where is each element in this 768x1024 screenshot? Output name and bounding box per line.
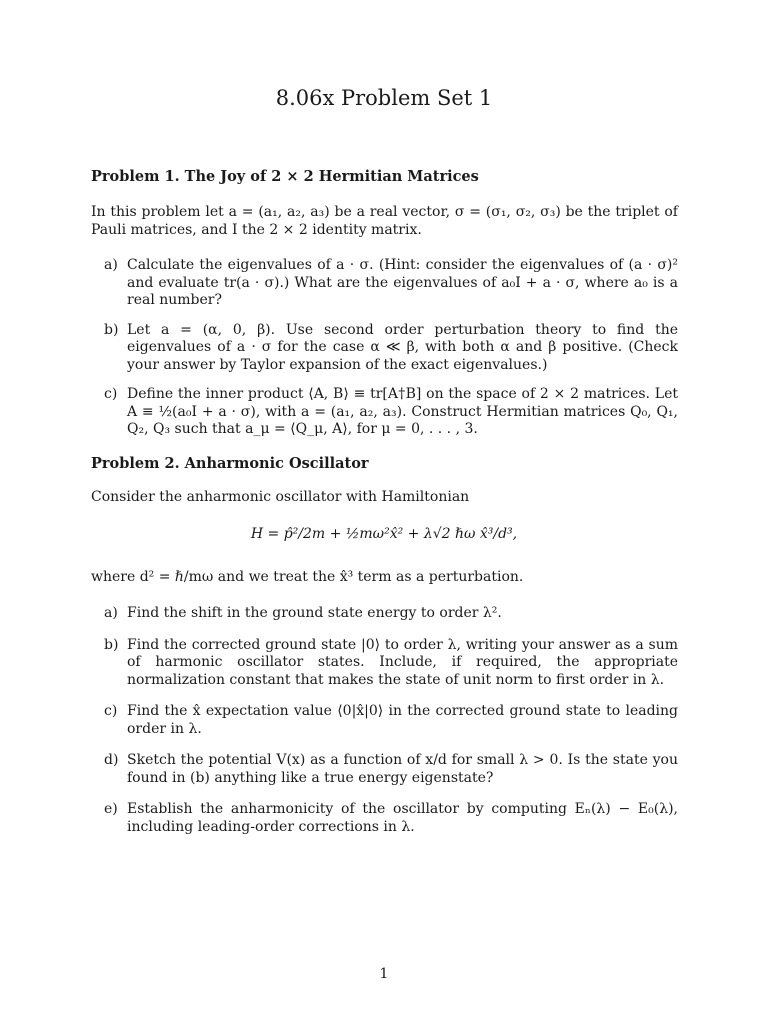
item-marker: d)	[104, 752, 119, 768]
problem-1-intro: In this problem let a = (a₁, a₂, a₃) be a real vector, σ = (σ₁, σ₂, σ₃) be the triplet of Pauli matrices, and I the 2 × 2 identity matrix.	[91, 204, 678, 238]
item-text: Find the shift in the ground state energy to order λ².	[127, 605, 502, 621]
problem-2-heading: Problem 2. Anharmonic Oscillator	[91, 455, 369, 472]
problem-2-after-equation: where d² = ℏ/mω and we treat the x̂³ term as a perturbation.	[91, 569, 524, 585]
item-marker: c)	[104, 703, 118, 719]
problem-1-item-b	[104, 322, 678, 375]
item-text: Find the corrected ground state |0⟩ to order λ, writing your answer as a sum of harmonic oscillator states. Include, if required, the appropriate normalization constant that makes the state of unit norm to first order in λ.	[127, 636, 678, 688]
item-text: Define the inner product ⟨A, B⟩ ≡ tr[A†B] on the space of 2 × 2 matrices. Let A ≡ ½(a₀I + a · σ), with a = (a₁, a₂, a₃). Construct Hermitian matrices Q₀, Q₁, Q₂, Q₃ such that a_μ = ⟨Q_μ, A⟩, for μ = 0, . . . , 3.	[127, 386, 678, 437]
problem-2-item-a	[104, 605, 678, 623]
item-text: Find the x̂ expectation value ⟨0|x̂|0⟩ in the corrected ground state to leading order in λ.	[127, 703, 678, 737]
item-text: Let a = (α, 0, β). Use second order perturbation theory to find the eigenvalues of a · σ for the case α ≪ β, with both α and β positive. (Check your answer by Taylor expansion of the exact eigenvalues.)	[127, 321, 678, 373]
item-marker: c)	[104, 386, 118, 402]
item-text: Establish the anharmonicity of the oscillator by computing Eₙ(λ) − E₀(λ), including leading-order corrections in λ.	[127, 801, 678, 835]
problem-1-item-c	[104, 386, 678, 439]
item-marker: a)	[104, 257, 118, 273]
problem-2-item-b	[104, 637, 678, 690]
item-marker: b)	[104, 321, 119, 338]
page-number: 1	[379, 966, 389, 982]
problem-2-item-d	[104, 752, 678, 787]
problem-2-list	[104, 605, 678, 836]
hamiltonian-equation: H = p̂²/2m + ½mω²x̂² + λ√2 ℏω x̂³/d³,	[250, 526, 518, 542]
problem-2-intro: Consider the anharmonic oscillator with Hamiltonian	[91, 489, 470, 505]
problem-2-item-e	[104, 801, 678, 836]
item-marker: e)	[104, 801, 118, 817]
problem-1-item-a	[104, 257, 678, 310]
problem-2-item-c	[104, 703, 678, 738]
item-marker: b)	[104, 636, 119, 653]
item-text: Sketch the potential V(x) as a function of x/d for small λ > 0. Is the state you found in (b) anything like a true energy eigenstate?	[127, 752, 678, 786]
page-title: 8.06x Problem Set 1	[275, 86, 493, 110]
item-marker: a)	[104, 605, 118, 621]
problem-1-list	[104, 257, 678, 439]
problem-1-heading: Problem 1. The Joy of 2 × 2 Hermitian Matrices	[91, 168, 479, 185]
item-text: Calculate the eigenvalues of a · σ. (Hint: consider the eigenvalues of (a · σ)² and evaluate tr(a · σ).) What are the eigenvalues of a₀I + a · σ, where a₀ is a real number?	[127, 257, 678, 308]
